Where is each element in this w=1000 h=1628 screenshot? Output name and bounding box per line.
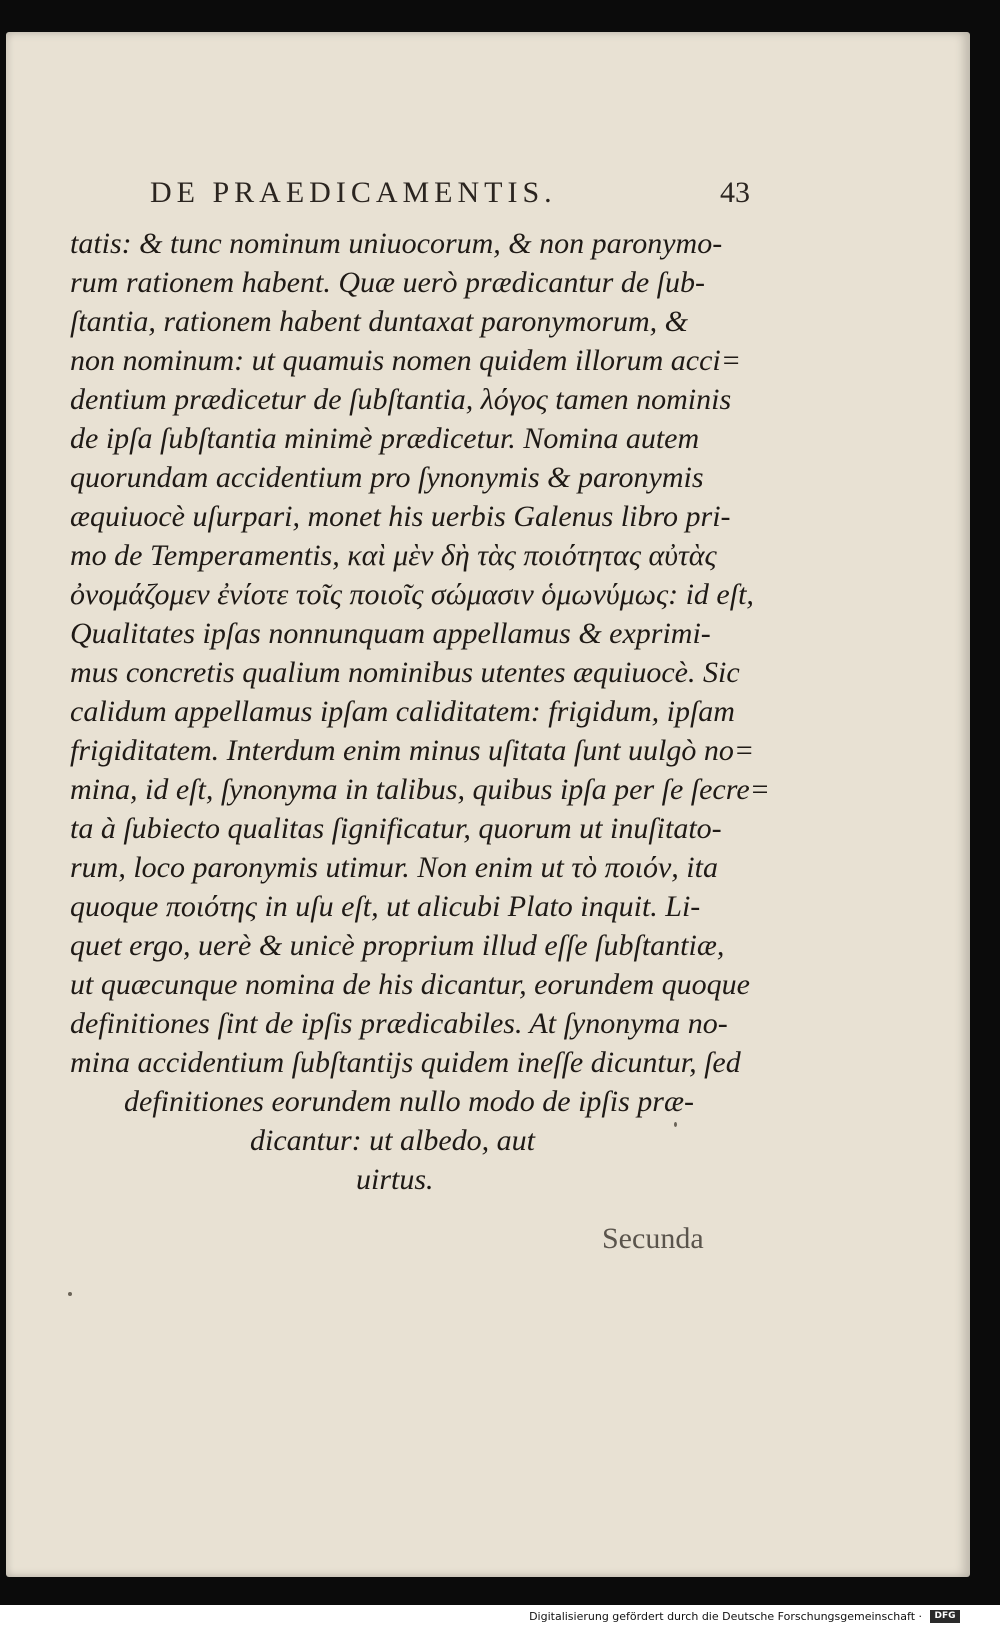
text-line: dicantur: ut albedo, aut	[250, 1124, 535, 1157]
dfg-logo: DFG	[930, 1610, 960, 1623]
text-line: ſtantia, rationem habent duntaxat paronymorum, &	[70, 305, 689, 338]
running-title: DE PRAEDICAMENTIS.	[150, 176, 557, 209]
text-line: calidum appellamus ipſam caliditatem: frigidum, ipſam	[70, 695, 735, 728]
text-line: rum rationem habent. Quæ uerò prædicantur de ſub-	[70, 266, 705, 299]
text-line: mo de Temperamentis, καὶ μὲν δὴ τὰς ποιότητας αὐτὰς	[70, 539, 717, 572]
text-line: mina accidentium ſubſtantijs quidem ineſſe dicuntur, ſed	[70, 1046, 741, 1079]
text-line: frigiditatem. Interdum enim minus uſitata ſunt uulgò no=	[70, 734, 755, 767]
footer-credit: Digitalisierung gefördert durch die Deutsche Forschungsgemeinschaft ·	[529, 1610, 922, 1623]
text-line: ut quæcunque nomina de his dicantur, eorundem quoque	[70, 968, 750, 1001]
text-line: de ipſa ſubſtantia minimè prædicetur. Nomina autem	[70, 422, 700, 455]
paper-speck	[674, 1122, 677, 1127]
text-line: definitiones ſint de ipſis prædicabiles. At ſynonyma no-	[70, 1007, 728, 1040]
page-number: 43	[720, 176, 750, 209]
text-line: ta à ſubiecto qualitas ſignificatur, quorum ut inuſitato-	[70, 812, 722, 845]
text-line: ὀνομάζομεν ἐνίοτε τοῖς ποιοῖς σώμασιν ὁμωνύμως: id eſt,	[70, 578, 754, 611]
text-line: mus concretis qualium nominibus utentes æquiuocè. Sic	[70, 656, 740, 689]
body-text	[70, 224, 790, 1199]
paper-speck	[68, 1292, 72, 1296]
text-line: tatis: & tunc nominum uniuocorum, & non paronymo-	[70, 227, 723, 260]
text-line: æquiuocè uſurpari, monet his uerbis Galenus libro pri-	[70, 500, 731, 533]
text-line: mina, id eſt, ſynonyma in talibus, quibus ipſa per ſe ſecre=	[70, 773, 770, 806]
text-line: Qualitates ipſas nonnunquam appellamus & exprimi-	[70, 617, 711, 650]
footer-bar	[0, 1605, 1000, 1628]
text-line: rum, loco paronymis utimur. Non enim ut τὸ ποιόν, ita	[70, 851, 718, 884]
text-line: dentium prædicetur de ſubſtantia, λόγος tamen nominis	[70, 383, 732, 416]
text-line: quorundam accidentium pro ſynonymis & paronymis	[70, 461, 704, 494]
text-line: definitiones eorundem nullo modo de ipſis præ-	[124, 1085, 694, 1118]
text-line: quoque ποιότης in uſu eſt, ut alicubi Plato inquit. Li-	[70, 890, 701, 923]
text-line: uirtus.	[356, 1163, 434, 1196]
running-head	[6, 152, 970, 212]
text-line: non nominum: ut quamuis nomen quidem illorum acci=	[70, 344, 742, 377]
text-line: quet ergo, uerè & unicè proprium illud eſſe ſubſtantiæ,	[70, 929, 725, 962]
catchword: Secunda	[602, 1222, 704, 1255]
book-page	[6, 32, 970, 1577]
